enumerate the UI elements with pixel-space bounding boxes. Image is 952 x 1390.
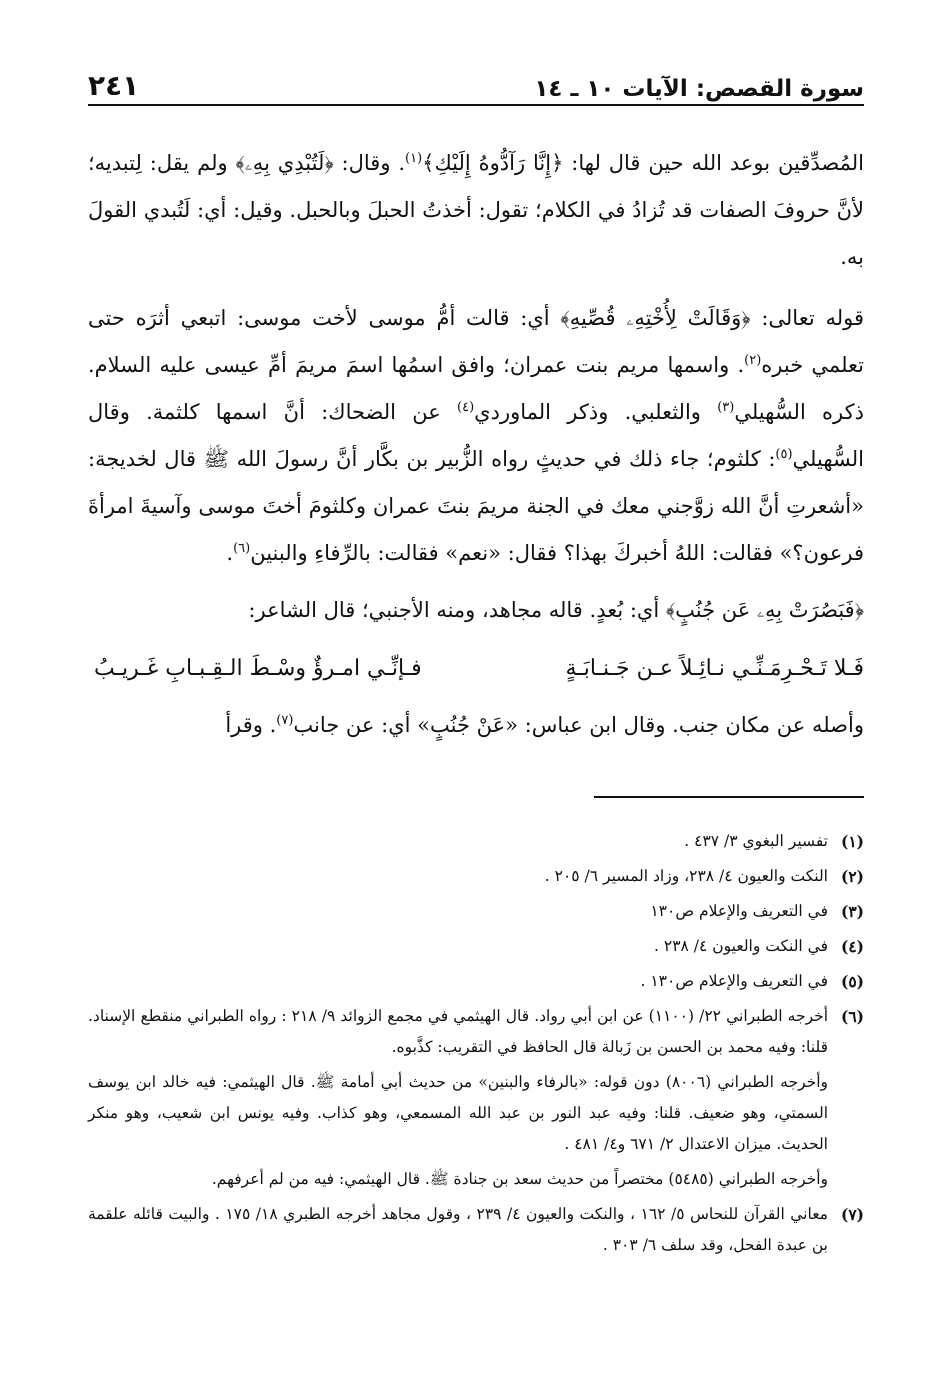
footnote-text: في التعريف والإعلام ص١٣٠ . bbox=[640, 972, 828, 990]
footnote-text: أخرجه الطبراني ٢٢/ (١١٠٠) عن ابن أبي رواد. قال الهيثمي في مجمع الزوائد ٩/ ٢١٨ : رواه الطبراني منقطع الإسناد. قلنا: وفيه محمد بن الحسن بن زَبالة قال الحافظ في التقريب: كذَّبوه. bbox=[88, 1007, 829, 1056]
footnote-number: (٧) bbox=[840, 1205, 864, 1224]
footnote-ref: (٢) bbox=[744, 353, 762, 368]
header-rule bbox=[88, 104, 864, 106]
footnote-ref: (٧) bbox=[276, 713, 294, 728]
footnote-6 bbox=[88, 1001, 864, 1063]
paragraph-4: وأصله عن مكان جنب. وقال ابن عباس: «عَنْ جُنُبٍ» أي: عن جانب$^{(٧)}$. وقرأ bbox=[225, 713, 864, 737]
main-text bbox=[88, 140, 864, 749]
footnotes bbox=[88, 826, 864, 1265]
footnote-5 bbox=[88, 966, 864, 997]
footnote-number: (٦) bbox=[840, 1007, 864, 1026]
footnote-text: تفسير البغوي ٣/ ٤٣٧ . bbox=[684, 832, 828, 850]
paragraph-1: المُصدِّقين بوعد الله حين قال لها: ﴿إِنَّا رَآدُّوهُ إِلَيْكِ﴾$^{(١)}$. وقال: ﴿لَتُبْدِي بِهِۦ﴾ ولم يقل: لِتبديه؛ لأنَّ حروفَ الصفات قد تُزادُ في الكلام؛ تقول: أخذتُ الحبلَ وبالحبل. وقيل: أي: لَتُبدي القولَ به. bbox=[88, 151, 865, 269]
footnote-text: في التعريف والإعلام ص١٣٠ bbox=[650, 902, 828, 920]
page-header bbox=[88, 62, 864, 102]
footnote-2 bbox=[88, 861, 864, 892]
footnote-7 bbox=[88, 1199, 864, 1261]
footnote-6-continuation: وأخرجه الطبراني (٨٠٠٦) دون قوله: «بالرفاء والبنين» من حديث أبي أمامة ﷺ. قال الهيثمي: فيه خالد ابن يوسف السمتي، وهو ضعيف. قلنا: وفيه عبد النور بن عبد الله المسمعي، وهو كذاب. وفيه يونس ابن شعيب، وهو منكر الحديث. ميزان الاعتدال ٢/ ٦٧١ و٤/ ٤٨١ . bbox=[88, 1073, 828, 1153]
footnote-text: النكت والعيون ٤/ ٢٣٨، وزاد المسير ٦/ ٢٠٥ . bbox=[544, 867, 828, 885]
footnote-ref: (٤) bbox=[457, 400, 475, 415]
footnote-6-continuation: وأخرجه الطبراني (٥٤٨٥) مختصراً من حديث سعد بن جنادة ﷺ. قال الهيثمي: فيه من لم أعرفهم. bbox=[211, 1170, 828, 1188]
footnote-text: في النكت والعيون ٤/ ٢٣٨ . bbox=[654, 937, 828, 955]
footnote-4 bbox=[88, 931, 864, 962]
running-title: سورة القصص: الآيات ١٠ ـ ١٤ bbox=[534, 76, 864, 102]
footnote-number: (٣) bbox=[840, 902, 864, 921]
verse-first-hemistich: فَـلا تَـحْـرِمَـنِّـي نـائِـلاً عـن جَـنـابَـةٍ bbox=[565, 656, 864, 681]
footnote-number: (١) bbox=[840, 832, 864, 851]
footnote-number: (٤) bbox=[840, 937, 864, 956]
poetry-verse bbox=[88, 644, 864, 694]
footnote-ref: (٣) bbox=[717, 400, 735, 415]
page-number: ٢٤١ bbox=[88, 69, 140, 102]
verse-second-hemistich: فـإنِّـي امـرؤٌ وسْـطَ الـقِـبـابِ غَـريـبُ bbox=[94, 656, 422, 681]
footnote-3 bbox=[88, 896, 864, 927]
footnote-number: (٥) bbox=[840, 972, 864, 991]
footnote-text: معاني القرآن للنحاس ٥/ ١٦٢ ، والنكت والعيون ٤/ ٢٣٩ ، وقول مجاهد أخرجه الطبري ١٨/ ١٧٥ . والبيت قائله علقمة بن عبدة الفحل، وقد سلف ٦/ ٣٠٣ . bbox=[88, 1205, 828, 1254]
footnote-separator bbox=[594, 796, 864, 798]
footnote-ref: (٥) bbox=[775, 447, 793, 462]
footnote-number: (٢) bbox=[840, 867, 864, 886]
footnote-1 bbox=[88, 826, 864, 857]
paragraph-2: قوله تعالى: ﴿وَقَالَتْ لِأُخْتِهِۦ قُصِّيهِ﴾ أي: قالت أمُّ موسى لأخت موسى: اتبعي أثرَه حتى تعلمي خبره$^{(٢)}$. واسمها مريم بنت عمران؛ وافق اسمُها اسمَ مريمَ أمِّ عيسى عليه السلام. ذكره السُّهيلي$^{(٣)}$ والثعلبي. وذكر الماوردي$^{(٤)}$ عن الضحاك: أنَّ اسمها كلثمة. وقال السُّهيلي$^{(٥)}$: كلثوم؛ جاء ذلك في حديثٍ رواه الزُّبير بن بكَّار أنَّ رسولَ الله ﷺ قال لخديجة: «أشعرتِ أنَّ الله زوَّجني معك في الجنة مريمَ بنتَ عمران وكلثومَ أختَ موسى وآسيةَ امرأةَ فرعون؟» فقالت: اللهُ أخبركَ بهذا؟ فقال: «نعم» فقالت: بالرِّفاءِ والبنين$^{(٦)}$. bbox=[88, 306, 864, 565]
footnote-ref: (١) bbox=[405, 151, 423, 166]
paragraph-3: ﴿فَبَصُرَتْ بِهِۦ عَن جُنُبٍ﴾ أي: بُعدٍ. قاله مجاهد، ومنه الأجنبي؛ قال الشاعر: bbox=[248, 598, 864, 622]
footnote-ref: (٦) bbox=[233, 541, 251, 556]
